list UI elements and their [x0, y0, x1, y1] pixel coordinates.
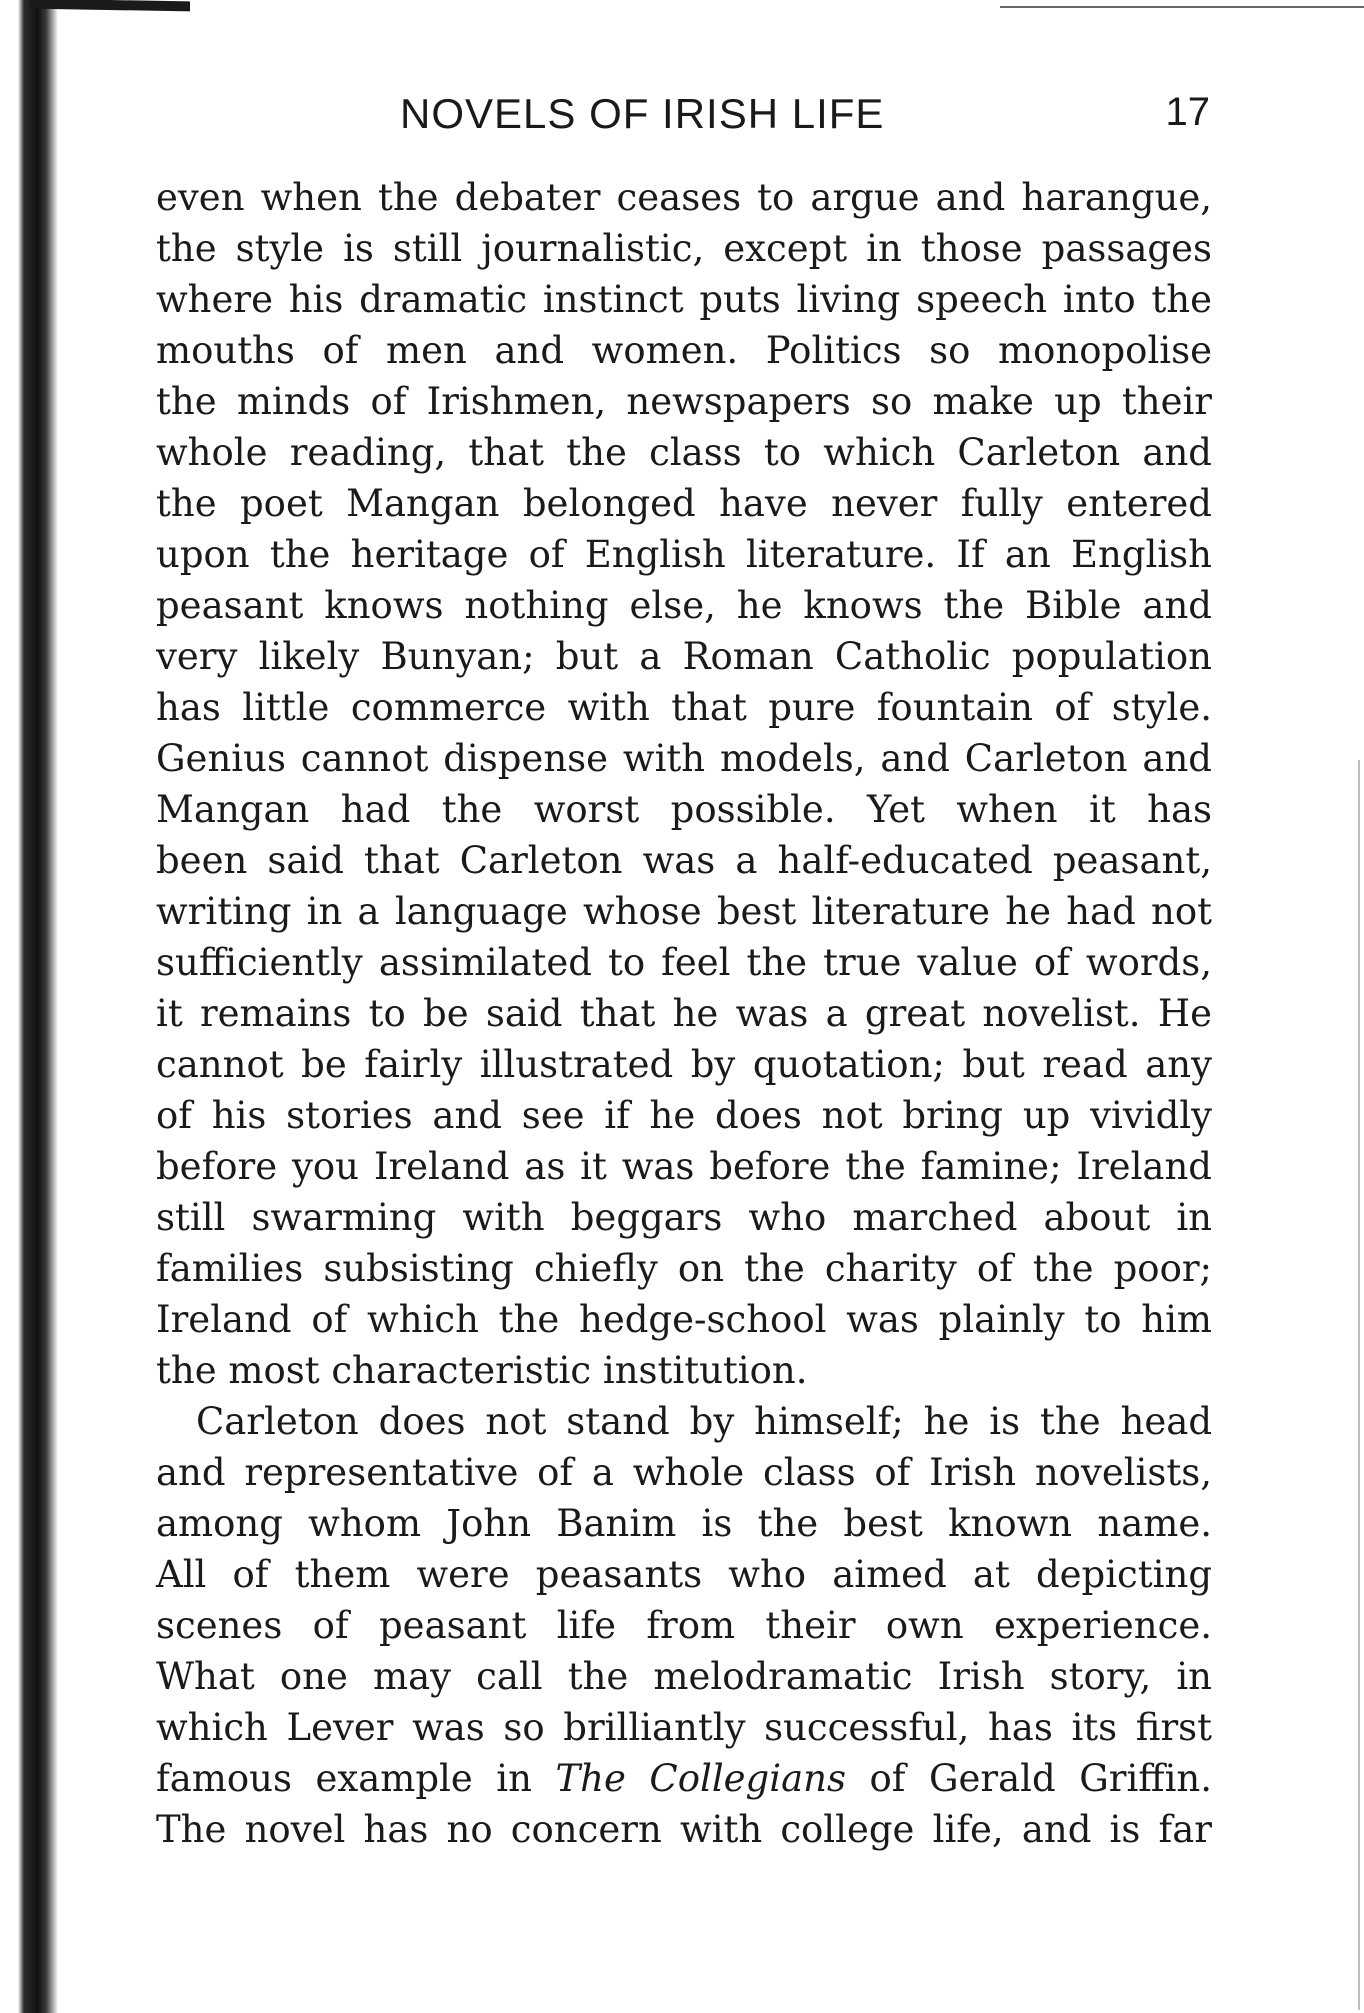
paragraph-2: [156, 1396, 1212, 1855]
text-line: scenes of peasant life from their own experience.: [156, 1604, 1212, 1647]
text-line: peasant knows nothing else, he knows the Bible and: [156, 584, 1212, 627]
text-line: of his stories and see if he does not bring up vividly: [156, 1094, 1212, 1137]
right-page-edge: [1358, 760, 1360, 2010]
text-line: Carleton does not stand by himself; he is the head: [196, 1400, 1212, 1443]
text-line-with-title: [156, 1753, 1212, 1804]
text-line: the poet Mangan belonged have never fully entered: [156, 482, 1212, 525]
text-segment: of Gerald Griffin.: [845, 1757, 1213, 1800]
text-segment: famous example in: [156, 1757, 556, 1800]
running-head: [160, 90, 1210, 150]
text-line: sufficiently assimilated to feel the true value of words,: [156, 941, 1212, 984]
text-line: upon the heritage of English literature. If an English: [156, 533, 1212, 576]
text-line: What one may call the melodramatic Irish story, in: [156, 1655, 1212, 1698]
text-line: cannot be fairly illustrated by quotation; but read any: [156, 1043, 1212, 1086]
text-line: which Lever was so brilliantly successful, has its first: [156, 1706, 1212, 1749]
text-line: writing in a language whose best literature he had not: [156, 890, 1212, 933]
text-line: Genius cannot dispense with models, and Carleton and: [156, 737, 1212, 780]
text-line: The novel has no concern with college life, and is far: [156, 1808, 1212, 1851]
text-line: where his dramatic instinct puts living speech into the: [156, 278, 1212, 321]
text-line: the most characteristic institution.: [156, 1349, 808, 1392]
text-line: before you Ireland as it was before the famine; Ireland: [156, 1145, 1212, 1188]
running-title: NOVELS OF IRISH LIFE: [400, 90, 885, 137]
top-edge-rule: [1000, 6, 1364, 8]
text-line: been said that Carleton was a half-educated peasant,: [156, 839, 1212, 882]
text-line: among whom John Banim is the best known name.: [156, 1502, 1212, 1545]
text-line: still swarming with beggars who marched about in: [156, 1196, 1212, 1239]
page-number: 17: [1165, 90, 1210, 134]
text-line: whole reading, that the class to which Carleton and: [156, 431, 1212, 474]
text-line: the style is still journalistic, except in those passages: [156, 227, 1212, 270]
text-line: even when the debater ceases to argue and harangue,: [156, 176, 1212, 219]
text-line: and representative of a whole class of Irish novelists,: [156, 1451, 1212, 1494]
paragraph-1: [156, 172, 1212, 1396]
text-line: the minds of Irishmen, newspapers so make up their: [156, 380, 1212, 423]
binding-edge: [0, 0, 58, 2013]
text-line: families subsisting chiefly on the charity of the poor;: [156, 1247, 1212, 1290]
text-line: Ireland of which the hedge-school was plainly to him: [156, 1298, 1212, 1341]
book-title-the-collegians: The Collegians: [555, 1757, 846, 1800]
text-line: it remains to be said that he was a great novelist. He: [156, 992, 1212, 1035]
text-line: has little commerce with that pure fountain of style.: [156, 686, 1212, 729]
text-line: very likely Bunyan; but a Roman Catholic population: [156, 635, 1212, 678]
text-line: All of them were peasants who aimed at depicting: [156, 1553, 1212, 1596]
text-block: [156, 172, 1212, 1855]
text-line: Mangan had the worst possible. Yet when it has: [156, 788, 1212, 831]
text-line: mouths of men and women. Politics so monopolise: [156, 329, 1212, 372]
